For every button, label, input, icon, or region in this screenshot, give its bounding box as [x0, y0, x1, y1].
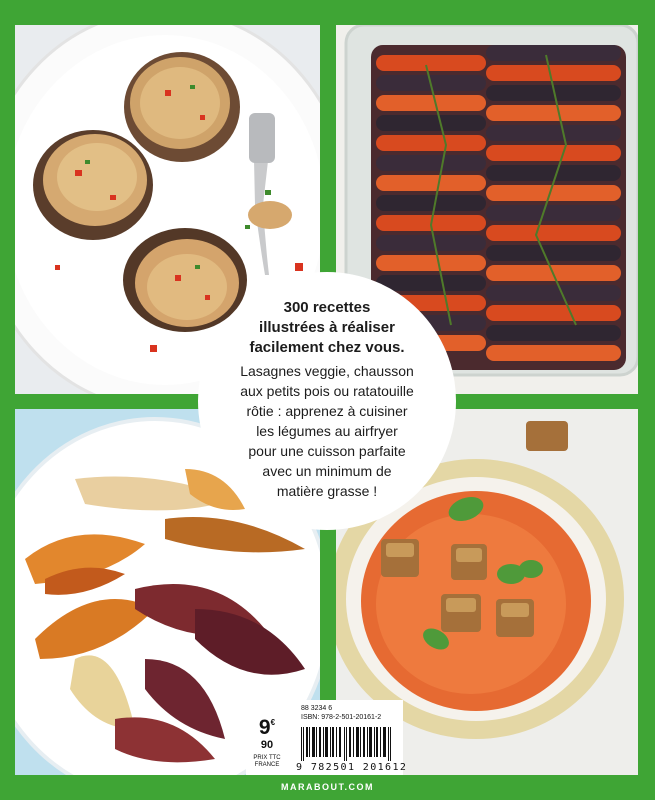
internal-code: 88 3234 6	[301, 705, 333, 712]
price-cents: 90	[260, 739, 274, 751]
price-ttc-label: PRIX TTC	[253, 755, 281, 761]
barcode-box	[246, 700, 408, 775]
description-text	[210, 361, 444, 501]
product-codes	[301, 704, 381, 722]
ean-digits: 9 782501 201612	[296, 762, 408, 773]
price-country-label: FRANCE	[254, 762, 280, 768]
description-line-2: aux petits pois ou ratatouille	[240, 383, 414, 399]
price-currency: €	[270, 718, 276, 727]
price	[252, 718, 282, 769]
description-line-7: matière grasse !	[276, 483, 378, 499]
description-line-5: pour une cuisson parfaite	[248, 443, 406, 459]
publisher-url[interactable]: MARABOUT.COM	[281, 782, 374, 792]
description-line-4: les légumes au airfryer	[256, 423, 398, 439]
headline	[228, 298, 426, 358]
description-line-3: rôtie : apprenez à cuisiner	[246, 403, 408, 419]
description-line-6: avec un minimum de	[262, 463, 392, 479]
barcode-icon	[301, 727, 393, 761]
headline-line-2: illustrées à réaliser	[259, 319, 395, 336]
isbn: ISBN: 978-2-501-20161-2	[301, 714, 382, 721]
headline-line-1: 300 recettes	[283, 299, 371, 316]
headline-line-3: facilement chez vous.	[249, 339, 405, 356]
price-euros: 9	[258, 716, 271, 739]
description-line-1: Lasagnes veggie, chausson	[240, 363, 414, 379]
description-circle	[198, 272, 456, 530]
